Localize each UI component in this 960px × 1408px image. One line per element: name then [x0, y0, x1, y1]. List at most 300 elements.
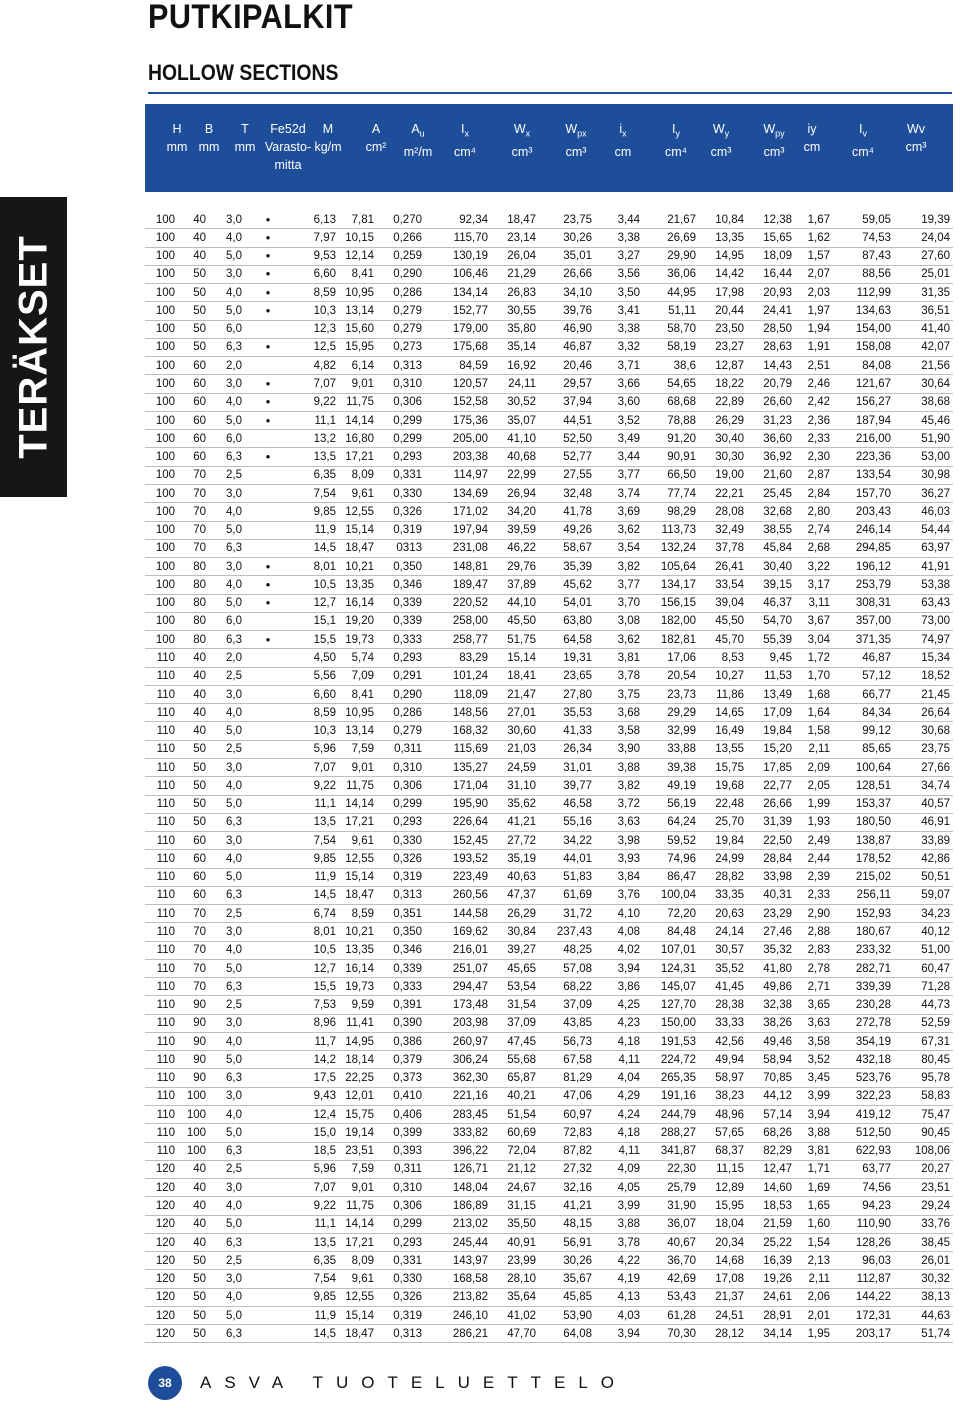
table-cell: 134,63 [833, 302, 894, 320]
table-cell: 26,04 [491, 247, 539, 265]
table-cell: 523,76 [833, 1069, 894, 1087]
table-cell: 3,32 [595, 338, 643, 356]
table-cell: 26,34 [539, 740, 595, 758]
table-cell: 13,35 [339, 941, 377, 959]
table-cell: 70 [178, 539, 209, 557]
table-cell: 30,26 [539, 229, 595, 247]
table-cell: 0,266 [377, 229, 425, 247]
table-cell: 56,19 [643, 795, 699, 813]
title-divider [148, 92, 952, 94]
table-cell: 23,99 [491, 1252, 539, 1270]
table-cell: 203,43 [833, 503, 894, 521]
table-cell: 2,5 [209, 905, 245, 923]
table-cell: 20,54 [643, 667, 699, 685]
table-cell: 39,59 [491, 521, 539, 539]
table-cell: 25,79 [643, 1179, 699, 1197]
table-cell: 7,07 [291, 758, 339, 776]
table-cell: 49,46 [747, 1032, 795, 1050]
table-row [145, 996, 953, 1014]
table-cell: 3,93 [595, 850, 643, 868]
table-cell: 120 [145, 1179, 178, 1197]
table-row [145, 1215, 953, 1233]
table-cell: 68,37 [699, 1142, 747, 1160]
table-cell: 22,77 [747, 777, 795, 795]
table-cell: 5,0 [209, 247, 245, 265]
table-row [145, 832, 953, 850]
table-cell: 16,80 [339, 430, 377, 448]
table-cell: 28,10 [491, 1270, 539, 1288]
table-cell: 5,0 [209, 959, 245, 977]
table-cell: 2,06 [795, 1288, 833, 1306]
table-cell: 171,02 [425, 503, 491, 521]
table-cell: 100 [145, 247, 178, 265]
table-cell: 25,22 [747, 1233, 795, 1251]
table-cell: 2,39 [795, 868, 833, 886]
table-cell: 100 [145, 229, 178, 247]
table-cell: 30,84 [491, 923, 539, 941]
table-cell: 4,0 [209, 941, 245, 959]
table-cell: 3,88 [795, 1124, 833, 1142]
table-cell: 2,5 [209, 466, 245, 484]
table-row [145, 1325, 953, 1343]
table-cell: 2,5 [209, 740, 245, 758]
table-cell: 8,59 [339, 905, 377, 923]
table-row [145, 265, 953, 283]
table-cell: 6,3 [209, 1069, 245, 1087]
column-header [906, 120, 927, 156]
table-cell: 13,49 [747, 685, 795, 703]
table-cell: 34,14 [747, 1325, 795, 1343]
table-cell: 98,29 [643, 503, 699, 521]
table-cell: 60 [178, 357, 209, 375]
table-cell: 46,87 [539, 338, 595, 356]
table-cell: 3,84 [595, 868, 643, 886]
table-cell: 59,05 [833, 211, 894, 229]
table-cell: 0,330 [377, 832, 425, 850]
table-cell: 1,91 [795, 338, 833, 356]
table-cell: 106,46 [425, 265, 491, 283]
table-cell: 3,0 [209, 923, 245, 941]
table-cell: 36,60 [747, 430, 795, 448]
table-cell: 4,0 [209, 229, 245, 247]
column-symbol: H [172, 122, 182, 136]
stock-size-marker [245, 1233, 291, 1251]
table-cell: 27,80 [539, 685, 595, 703]
table-cell: 50 [178, 1252, 209, 1270]
stock-size-marker [245, 996, 291, 1014]
table-cell: 100 [145, 594, 178, 612]
table-cell: 7,54 [291, 1270, 339, 1288]
table-cell: 53,54 [491, 978, 539, 996]
table-cell: 18,53 [747, 1197, 795, 1215]
table-cell: 100 [145, 503, 178, 521]
table-cell: 0,333 [377, 978, 425, 996]
table-cell: 40 [178, 1233, 209, 1251]
stock-size-marker [245, 649, 291, 667]
table-cell: 2,68 [795, 539, 833, 557]
table-cell: 3,90 [595, 740, 643, 758]
table-cell: 23,50 [699, 320, 747, 338]
table-cell: 7,07 [291, 1179, 339, 1197]
table-cell: 40 [178, 685, 209, 703]
table-cell: 71,28 [894, 978, 953, 996]
table-cell: 28,91 [747, 1306, 795, 1324]
table-row [145, 813, 953, 831]
table-cell: 8,59 [291, 284, 339, 302]
table-cell: 152,45 [425, 832, 491, 850]
table-cell: 2,87 [795, 466, 833, 484]
table-cell: 120 [145, 1197, 178, 1215]
stock-size-marker: • [245, 247, 291, 265]
table-cell: 26,60 [747, 393, 795, 411]
table-cell: 12,47 [747, 1160, 795, 1178]
table-cell: 6,3 [209, 978, 245, 996]
table-cell: 6,0 [209, 430, 245, 448]
table-cell: 33,35 [699, 886, 747, 904]
table-cell: 21,29 [491, 265, 539, 283]
stock-size-marker [245, 722, 291, 740]
table-cell: 0,313 [377, 1325, 425, 1343]
table-cell: 3,63 [595, 813, 643, 831]
table-cell: 2,49 [795, 832, 833, 850]
table-cell: 4,05 [595, 1179, 643, 1197]
table-cell: 40,67 [643, 1233, 699, 1251]
table-cell: 21,47 [491, 685, 539, 703]
table-cell: 9,85 [291, 1288, 339, 1306]
table-cell: 87,82 [539, 1142, 595, 1160]
stock-size-marker [245, 667, 291, 685]
table-cell: 0,386 [377, 1032, 425, 1050]
stock-size-marker [245, 1014, 291, 1032]
table-cell: 3,0 [209, 265, 245, 283]
table-cell: 371,35 [833, 631, 894, 649]
table-cell: 2,80 [795, 503, 833, 521]
table-cell: 193,52 [425, 850, 491, 868]
column-symbol: Fe52d [270, 122, 306, 136]
table-cell: 10,5 [291, 576, 339, 594]
table-cell: 0,339 [377, 959, 425, 977]
table-row [145, 795, 953, 813]
table-row [145, 484, 953, 502]
table-cell: 46,91 [894, 813, 953, 831]
table-cell: 3,98 [595, 832, 643, 850]
table-cell: 3,94 [595, 1325, 643, 1343]
table-cell: 50 [178, 1288, 209, 1306]
stock-size-marker [245, 704, 291, 722]
column-header [711, 120, 732, 161]
table-cell: 22,21 [699, 484, 747, 502]
table-cell: 6,60 [291, 685, 339, 703]
table-cell: 1,58 [795, 722, 833, 740]
table-cell: 37,09 [539, 996, 595, 1014]
table-cell: 189,47 [425, 576, 491, 594]
table-cell: 13,5 [291, 813, 339, 831]
table-cell: 51,54 [491, 1106, 539, 1124]
table-cell: 0,293 [377, 813, 425, 831]
table-cell: 24,14 [699, 923, 747, 941]
table-cell: 90 [178, 1051, 209, 1069]
table-cell: 8,41 [339, 265, 377, 283]
table-cell: 34,22 [539, 832, 595, 850]
table-cell: 110 [145, 795, 178, 813]
table-cell: 0,310 [377, 1179, 425, 1197]
table-cell: 60 [178, 430, 209, 448]
table-cell: 100 [145, 284, 178, 302]
table-cell: 220,52 [425, 594, 491, 612]
table-row [145, 722, 953, 740]
table-cell: 9,61 [339, 1270, 377, 1288]
table-cell: 6,3 [209, 539, 245, 557]
table-row [145, 284, 953, 302]
column-unit: cm³ [710, 144, 732, 159]
table-cell: 9,85 [291, 503, 339, 521]
table-cell: 244,79 [643, 1106, 699, 1124]
table-cell: 58,83 [894, 1087, 953, 1105]
table-cell: 322,23 [833, 1087, 894, 1105]
table-cell: 1,97 [795, 302, 833, 320]
table-cell: 341,87 [643, 1142, 699, 1160]
table-cell: 51,83 [539, 868, 595, 886]
table-cell: 16,49 [699, 722, 747, 740]
table-cell: 68,22 [539, 978, 595, 996]
table-cell: 294,47 [425, 978, 491, 996]
table-cell: 0,350 [377, 558, 425, 576]
table-cell: 50 [178, 265, 209, 283]
stock-size-marker [245, 1069, 291, 1087]
table-cell: 24,61 [747, 1288, 795, 1306]
table-cell: 18,5 [291, 1142, 339, 1160]
table-cell: 3,0 [209, 832, 245, 850]
table-cell: 110 [145, 777, 178, 795]
table-cell: 19,73 [339, 978, 377, 996]
table-cell: 53,00 [894, 448, 953, 466]
table-cell: 3,71 [595, 357, 643, 375]
table-cell: 7,59 [339, 1160, 377, 1178]
table-cell: 4,09 [595, 1160, 643, 1178]
table-cell: 108,06 [894, 1142, 953, 1160]
table-cell: 32,99 [643, 722, 699, 740]
table-cell: 154,00 [833, 320, 894, 338]
table-cell: 15,14 [491, 649, 539, 667]
table-row [145, 539, 953, 557]
table-cell: 13,14 [339, 302, 377, 320]
table-cell: 5,0 [209, 521, 245, 539]
column-unit: m²/m [403, 144, 433, 159]
table-cell: 3,58 [595, 722, 643, 740]
table-cell: 112,99 [833, 284, 894, 302]
table-cell: 107,01 [643, 941, 699, 959]
table-cell: 23,65 [539, 667, 595, 685]
table-cell: 24,59 [491, 758, 539, 776]
table-cell: 3,70 [595, 594, 643, 612]
column-symbol: Wv [906, 122, 926, 136]
table-cell: 0,390 [377, 1014, 425, 1032]
table-cell: 19,20 [339, 612, 377, 630]
table-cell: 173,48 [425, 996, 491, 1014]
table-row [145, 1014, 953, 1032]
column-unit: cm³ [511, 144, 533, 159]
table-row [145, 411, 953, 429]
table-cell: 17,09 [747, 704, 795, 722]
column-subscript: y [724, 128, 730, 139]
table-cell: 9,01 [339, 758, 377, 776]
table-cell: 203,17 [833, 1325, 894, 1343]
table-cell: 126,71 [425, 1160, 491, 1178]
table-cell: 19,84 [699, 832, 747, 850]
table-cell: 42,69 [643, 1270, 699, 1288]
table-cell: 253,79 [833, 576, 894, 594]
table-cell: 70 [178, 484, 209, 502]
table-cell: 0,273 [377, 338, 425, 356]
table-cell: 21,60 [747, 466, 795, 484]
table-cell: 134,17 [643, 576, 699, 594]
table-cell: 31,90 [643, 1197, 699, 1215]
table-cell: 0,279 [377, 320, 425, 338]
table-cell: 41,10 [491, 430, 539, 448]
table-cell: 135,27 [425, 758, 491, 776]
table-cell: 52,77 [539, 448, 595, 466]
table-cell: 5,0 [209, 594, 245, 612]
table-cell: 94,23 [833, 1197, 894, 1215]
table-cell: 0,339 [377, 594, 425, 612]
stock-size-marker [245, 868, 291, 886]
table-cell: 3,11 [795, 594, 833, 612]
table-cell: 145,07 [643, 978, 699, 996]
table-cell: 14,95 [699, 247, 747, 265]
table-cell: 172,31 [833, 1306, 894, 1324]
table-cell: 186,89 [425, 1197, 491, 1215]
stock-size-marker [245, 430, 291, 448]
table-cell: 4,82 [291, 357, 339, 375]
table-cell: 5,0 [209, 1124, 245, 1142]
table-cell: 12,55 [339, 850, 377, 868]
table-cell: 6,3 [209, 631, 245, 649]
table-cell: 14,68 [699, 1252, 747, 1270]
table-cell: 32,68 [747, 503, 795, 521]
table-cell: 50 [178, 1270, 209, 1288]
column-symbol: iy [807, 122, 817, 136]
table-cell: 153,37 [833, 795, 894, 813]
stock-size-marker [245, 612, 291, 630]
table-cell: 3,81 [595, 649, 643, 667]
table-cell: 15,20 [747, 740, 795, 758]
table-cell: 40,68 [491, 448, 539, 466]
table-cell: 23,75 [894, 740, 953, 758]
table-cell: 40 [178, 229, 209, 247]
stock-size-marker: • [245, 265, 291, 283]
table-cell: 20,63 [699, 905, 747, 923]
table-cell: 3,66 [595, 375, 643, 393]
table-cell: 2,51 [795, 357, 833, 375]
table-cell: 258,00 [425, 612, 491, 630]
table-cell: 19,14 [339, 1124, 377, 1142]
table-cell: 14,14 [339, 411, 377, 429]
table-cell: 28,50 [747, 320, 795, 338]
table-cell: 3,77 [595, 466, 643, 484]
table-cell: 2,90 [795, 905, 833, 923]
table-cell: 40 [178, 247, 209, 265]
table-cell: 29,29 [643, 704, 699, 722]
table-cell: 13,2 [291, 430, 339, 448]
table-cell: 14,95 [339, 1032, 377, 1050]
table-cell: 50 [178, 1306, 209, 1324]
table-cell: 80 [178, 612, 209, 630]
table-cell: 35,52 [699, 959, 747, 977]
table-cell: 8,09 [339, 466, 377, 484]
table-cell: 191,16 [643, 1087, 699, 1105]
table-cell: 1,99 [795, 795, 833, 813]
table-cell: 55,16 [539, 813, 595, 831]
table-cell: 2,03 [795, 284, 833, 302]
table-cell: 11,1 [291, 1215, 339, 1233]
table-cell: 46,22 [491, 539, 539, 557]
table-cell: 191,53 [643, 1032, 699, 1050]
table-cell: 53,43 [643, 1288, 699, 1306]
table-cell: 3,0 [209, 1270, 245, 1288]
column-unit: cm [803, 140, 821, 154]
column-header [852, 120, 874, 161]
table-row [145, 1179, 953, 1197]
table-cell: 156,27 [833, 393, 894, 411]
table-cell: 10,21 [339, 558, 377, 576]
table-cell: 8,01 [291, 923, 339, 941]
table-cell: 134,14 [425, 284, 491, 302]
table-cell: 50 [178, 813, 209, 831]
table-cell: 1,95 [795, 1325, 833, 1343]
table-cell: 49,26 [539, 521, 595, 539]
table-cell: 2,84 [795, 484, 833, 502]
table-cell: 41,40 [894, 320, 953, 338]
table-cell: 224,72 [643, 1051, 699, 1069]
table-row [145, 941, 953, 959]
table-cell: 60 [178, 886, 209, 904]
table-cell: 10,95 [339, 284, 377, 302]
table-cell: 28,84 [747, 850, 795, 868]
table-cell: 78,88 [643, 411, 699, 429]
table-cell: 19,39 [894, 211, 953, 229]
table-cell: 40,21 [491, 1087, 539, 1105]
table-cell: 88,56 [833, 265, 894, 283]
table-cell: 21,56 [894, 357, 953, 375]
table-cell: 3,0 [209, 1179, 245, 1197]
table-cell: 30,52 [491, 393, 539, 411]
column-unit: cm³ [565, 144, 587, 159]
table-cell: 7,09 [339, 667, 377, 685]
table-cell: 216,01 [425, 941, 491, 959]
table-cell: 31,01 [539, 758, 595, 776]
table-cell: 2,5 [209, 996, 245, 1014]
table-cell: 20,46 [539, 357, 595, 375]
table-cell: 128,51 [833, 777, 894, 795]
table-cell: 70 [178, 905, 209, 923]
table-cell: 7,81 [339, 211, 377, 229]
table-cell: 35,19 [491, 850, 539, 868]
table-cell: 168,32 [425, 722, 491, 740]
table-cell: 14,14 [339, 1215, 377, 1233]
table-cell: 40 [178, 704, 209, 722]
table-cell: 17,98 [699, 284, 747, 302]
table-cell: 10,21 [339, 923, 377, 941]
table-cell: 19,26 [747, 1270, 795, 1288]
table-cell: 0,391 [377, 996, 425, 1014]
table-cell: 100 [145, 430, 178, 448]
table-cell: 2,83 [795, 941, 833, 959]
table-cell: 47,06 [539, 1087, 595, 1105]
stock-size-marker [245, 1306, 291, 1324]
table-cell: 260,56 [425, 886, 491, 904]
table-cell: 100 [145, 211, 178, 229]
table-cell: 1,54 [795, 1233, 833, 1251]
